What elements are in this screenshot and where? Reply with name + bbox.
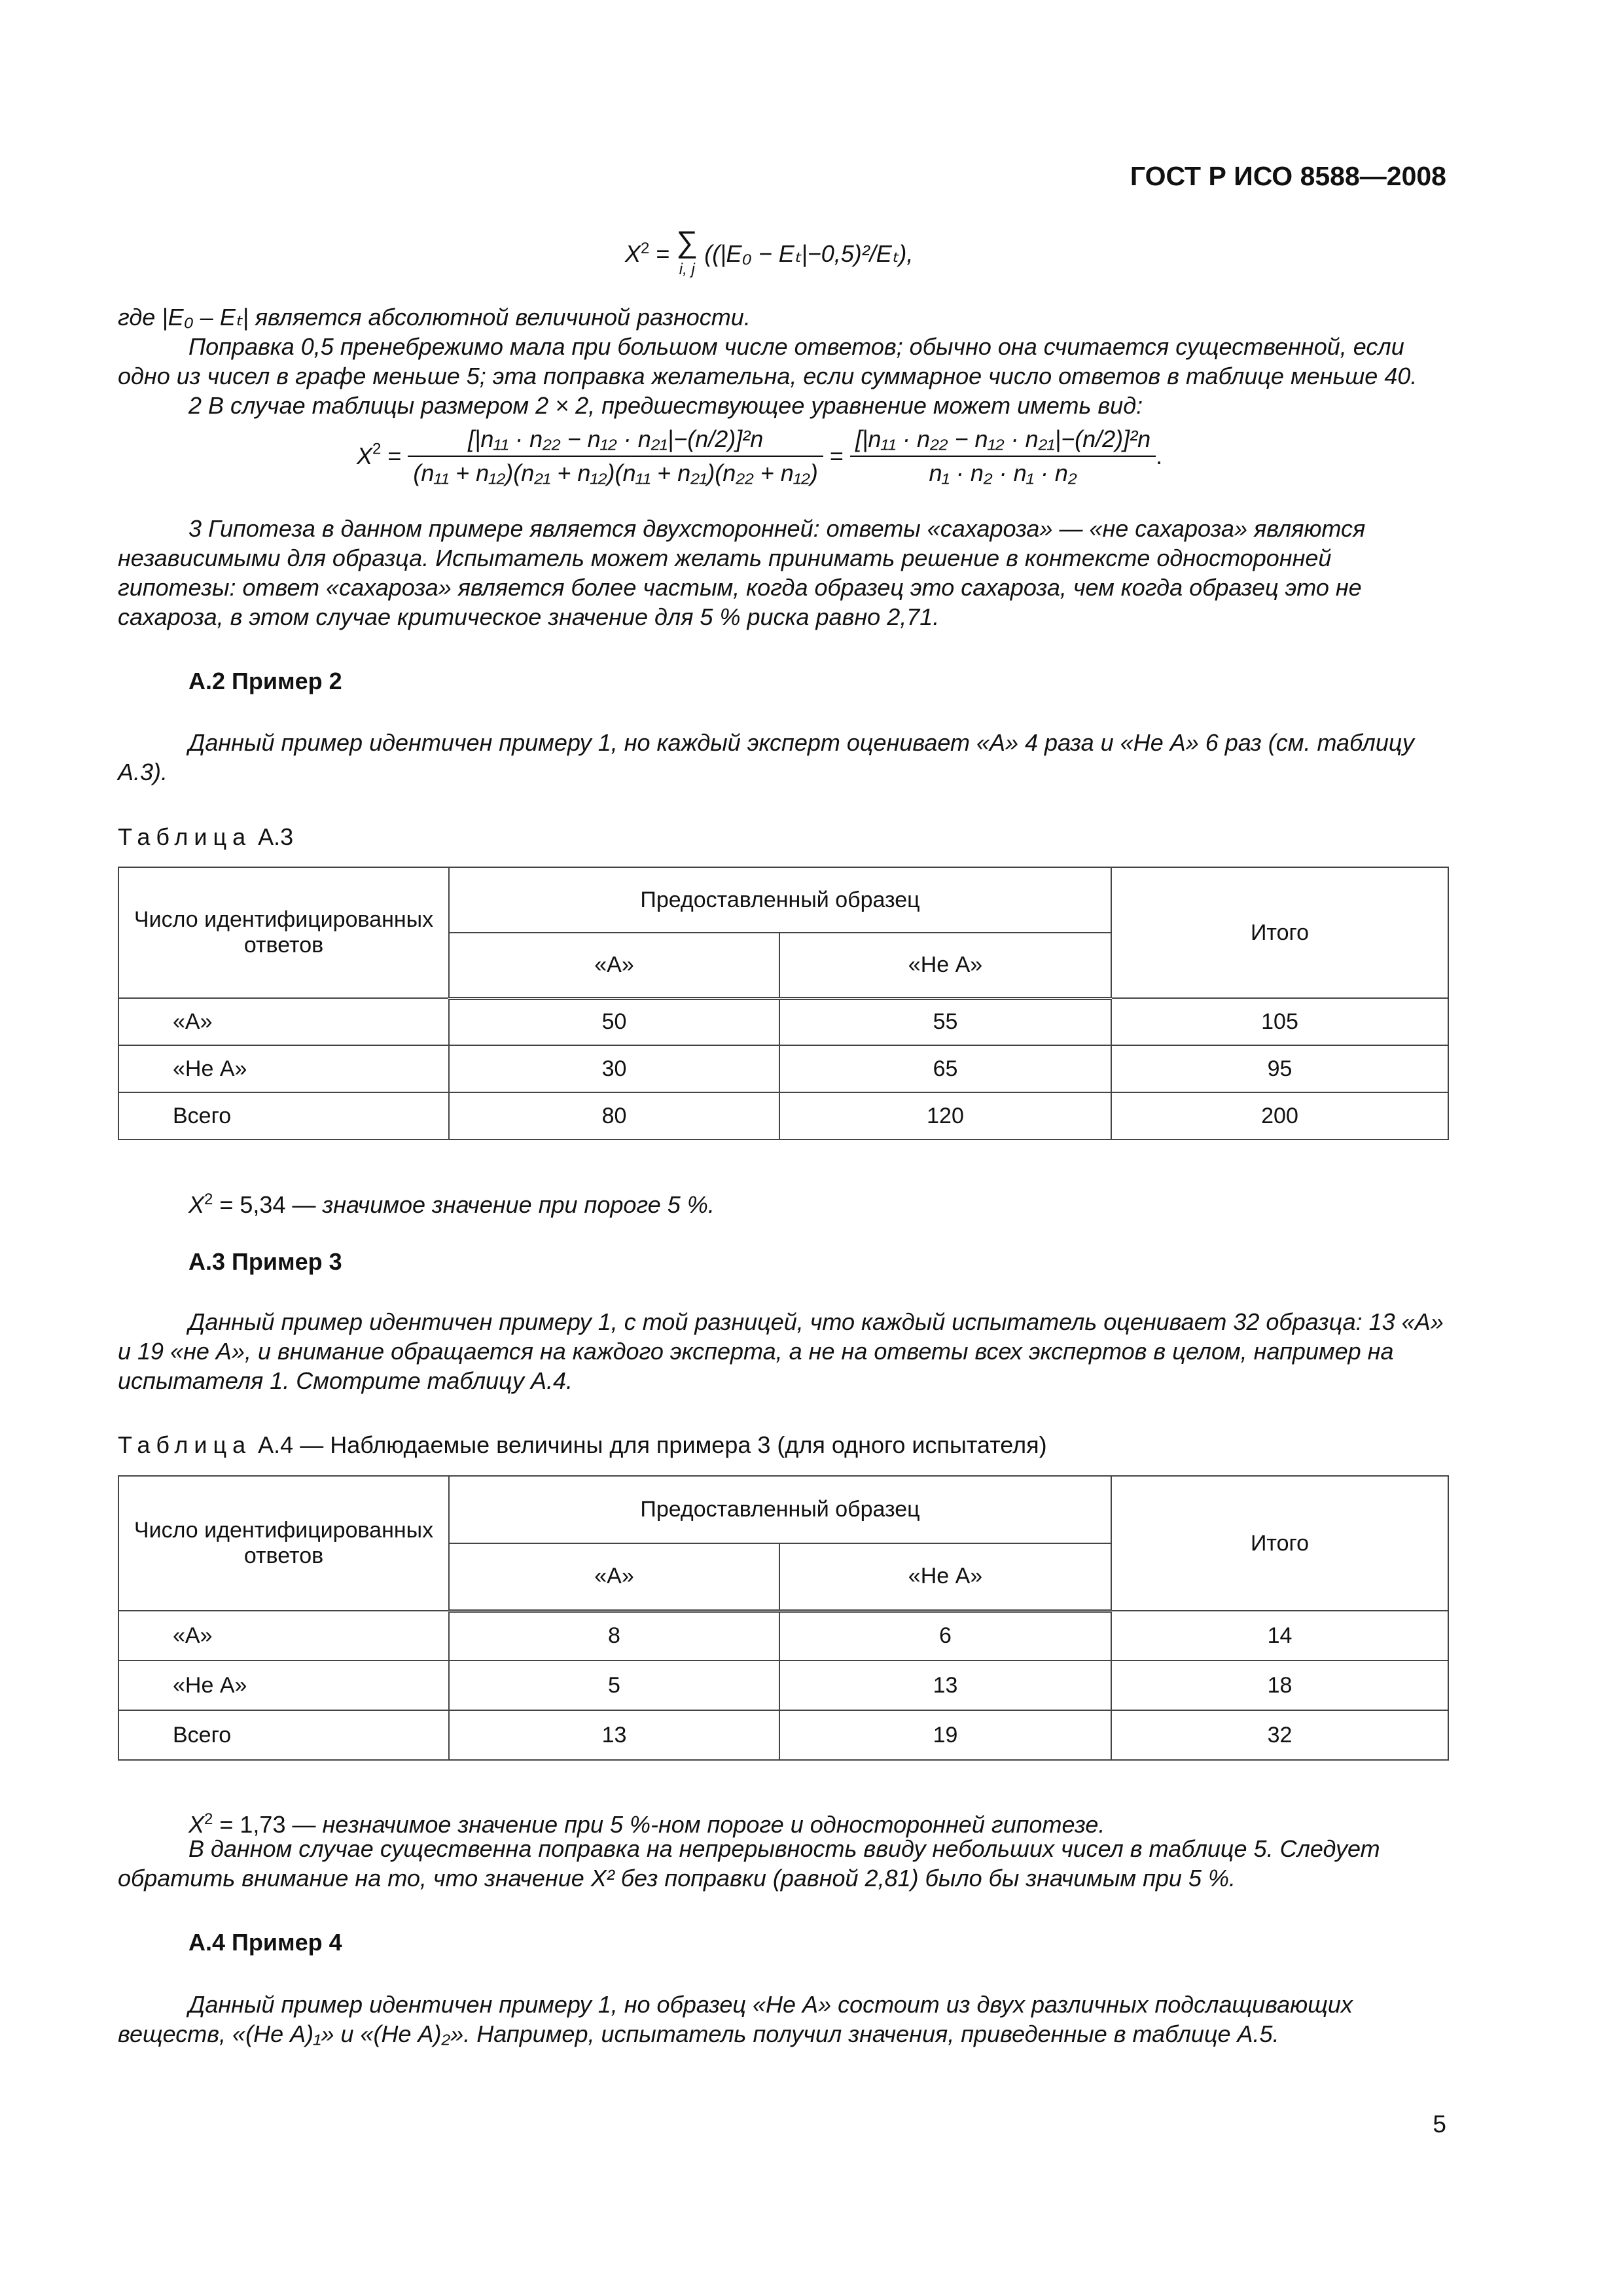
header-not-a: «Не А» — [779, 1543, 1111, 1611]
header-not-a: «Не А» — [779, 933, 1111, 998]
section-a4-text: Данный пример идентичен примеру 1, но образец «Не А» состоит из двух различных подслащивающих веществ, «(Не А)₁» и «(Не А)₂». Например, испытатель получил значения, приведенные в таблице А.5. — [118, 1991, 1353, 2047]
page-number: 5 — [1433, 2111, 1446, 2138]
paragraph-correction: Поправка 0,5 пренебрежимо мала при большом числе ответов; обычно она считается существенной, если одно из чисел в графе меньше 5; эта поправка желательна, если суммарное число ответов в таблице меньше 40. — [118, 333, 1418, 389]
header-presented-sample: Предоставленный образец — [449, 867, 1111, 933]
result-a3: $X^2 = 5,34$ — значимое значение при пороге 5 %. — [188, 1191, 715, 1218]
table-a3 — [118, 867, 1449, 1140]
fraction-2: $\frac{\text{[|n₁₁ · n₂₂ − n₁₂ · n₂₁|−(n/2)]²n}}{\text{n₁ · n₂ · n₁ · n₂}}$ — [850, 425, 1156, 487]
table-row: «Не А» 5 13 18 — [118, 1660, 1448, 1710]
section-a4-title: А.4 Пример 4 — [188, 1929, 342, 1956]
sum-symbol: ∑ i, j — [676, 224, 698, 278]
header-identified-responses: Число идентифицированных ответов — [118, 1476, 449, 1611]
header-total: Итого — [1111, 867, 1448, 998]
table-row: «А» 50 55 105 — [118, 998, 1448, 1045]
table-a4 — [118, 1475, 1449, 1761]
header-a: «А» — [449, 933, 779, 998]
table-row: Всего 80 120 200 — [118, 1092, 1448, 1139]
header-a: «А» — [449, 1543, 779, 1611]
result-a4: $X^2 = 1,73$ — незначимое значение при 5 %-ном пороге и односторонней гипотезе. — [188, 1810, 1105, 1838]
section-a3-text: Данный пример идентичен примеру 1, с той разницей, что каждый испытатель оценивает 32 образца: 13 «А» и 19 «не А», и внимание обращается на каждого эксперта, а не на ответы всех экспертов в целом, например на испытателя 1. Смотрите таблицу А.4. — [118, 1308, 1444, 1394]
section-a3-title: А.3 Пример 3 — [188, 1248, 342, 1275]
table-a3-caption: Таблица А.3 — [118, 823, 294, 850]
standard-header: ГОСТ Р ИСО 8588—2008 — [1130, 161, 1446, 191]
formula-2x2: $X^2$ = $\frac{\text{[|n₁₁ · n₂₂ − n₁₂ · n₂₁|−(n/2)]²n}}{\text{(n₁₁ + n₁₂)(n₂₁ + n₁₂)(n₁₁ + n₂₁)(n₂₂ + n₁₂)}}$ = $\frac{\text{[|n₁₁ · n₂₂ − n₁₂ · n₂₁|−(n/2)]²n}}{\text{n₁ · n₂ · n₁ · n₂}}$ . — [357, 425, 1163, 486]
formula-chi-square: $X^2$ = ∑ i, j ((|E₀ − Eₜ|−0,5)²/Eₜ), — [625, 230, 913, 281]
table-row: Всего 13 19 32 — [118, 1710, 1448, 1760]
table-row: «А» 8 6 14 — [118, 1611, 1448, 1660]
paragraph-note-3: 3 Гипотеза в данном примере является двухсторонней: ответы «сахароза» — «не сахароза» являются независимыми для образца. Испытатель может желать принимать решение в контексте односторонней гипотезы: ответ «сахароза» является более частым, когда образец это сахароза, чем когда образец это не сахароза, в этом случае критическое значение для 5 % риска равно 2,71. — [118, 515, 1366, 630]
header-total: Итого — [1111, 1476, 1448, 1611]
header-identified-responses: Число идентифицированных ответов — [118, 867, 449, 998]
section-a2-title: А.2 Пример 2 — [188, 668, 342, 694]
table-a4-caption: Таблица А.4 — Наблюдаемые величины для примера 3 (для одного испытателя) — [118, 1431, 1047, 1458]
section-a2-text: Данный пример идентичен примеру 1, но каждый эксперт оценивает «А» 4 раза и «Не А» 6 раз (см. таблицу А.3). — [118, 729, 1414, 785]
paragraph-note-2: 2 В случае таблицы размером 2 × 2, предшествующее уравнение может иметь вид: — [188, 392, 1143, 419]
table-row: «Не А» 30 65 95 — [118, 1045, 1448, 1092]
header-presented-sample: Предоставленный образец — [449, 1476, 1111, 1543]
fraction-1: $\frac{\text{[|n₁₁ · n₂₂ − n₁₂ · n₂₁|−(n/2)]²n}}{\text{(n₁₁ + n₁₂)(n₂₁ + n₁₂)(n₁₁ + n₂₁)(n₂₂ + n₁₂)}}$ — [408, 425, 823, 487]
result-a4-note: В данном случае существенна поправка на непрерывность ввиду небольших чисел в таблице 5. Следует обратить внимание на то, что значение X² без поправки (равной 2,81) было бы значимым при 5 %. — [118, 1835, 1380, 1892]
paragraph-where: где |E₀ – Eₜ| является абсолютной величиной разности. — [118, 304, 751, 331]
